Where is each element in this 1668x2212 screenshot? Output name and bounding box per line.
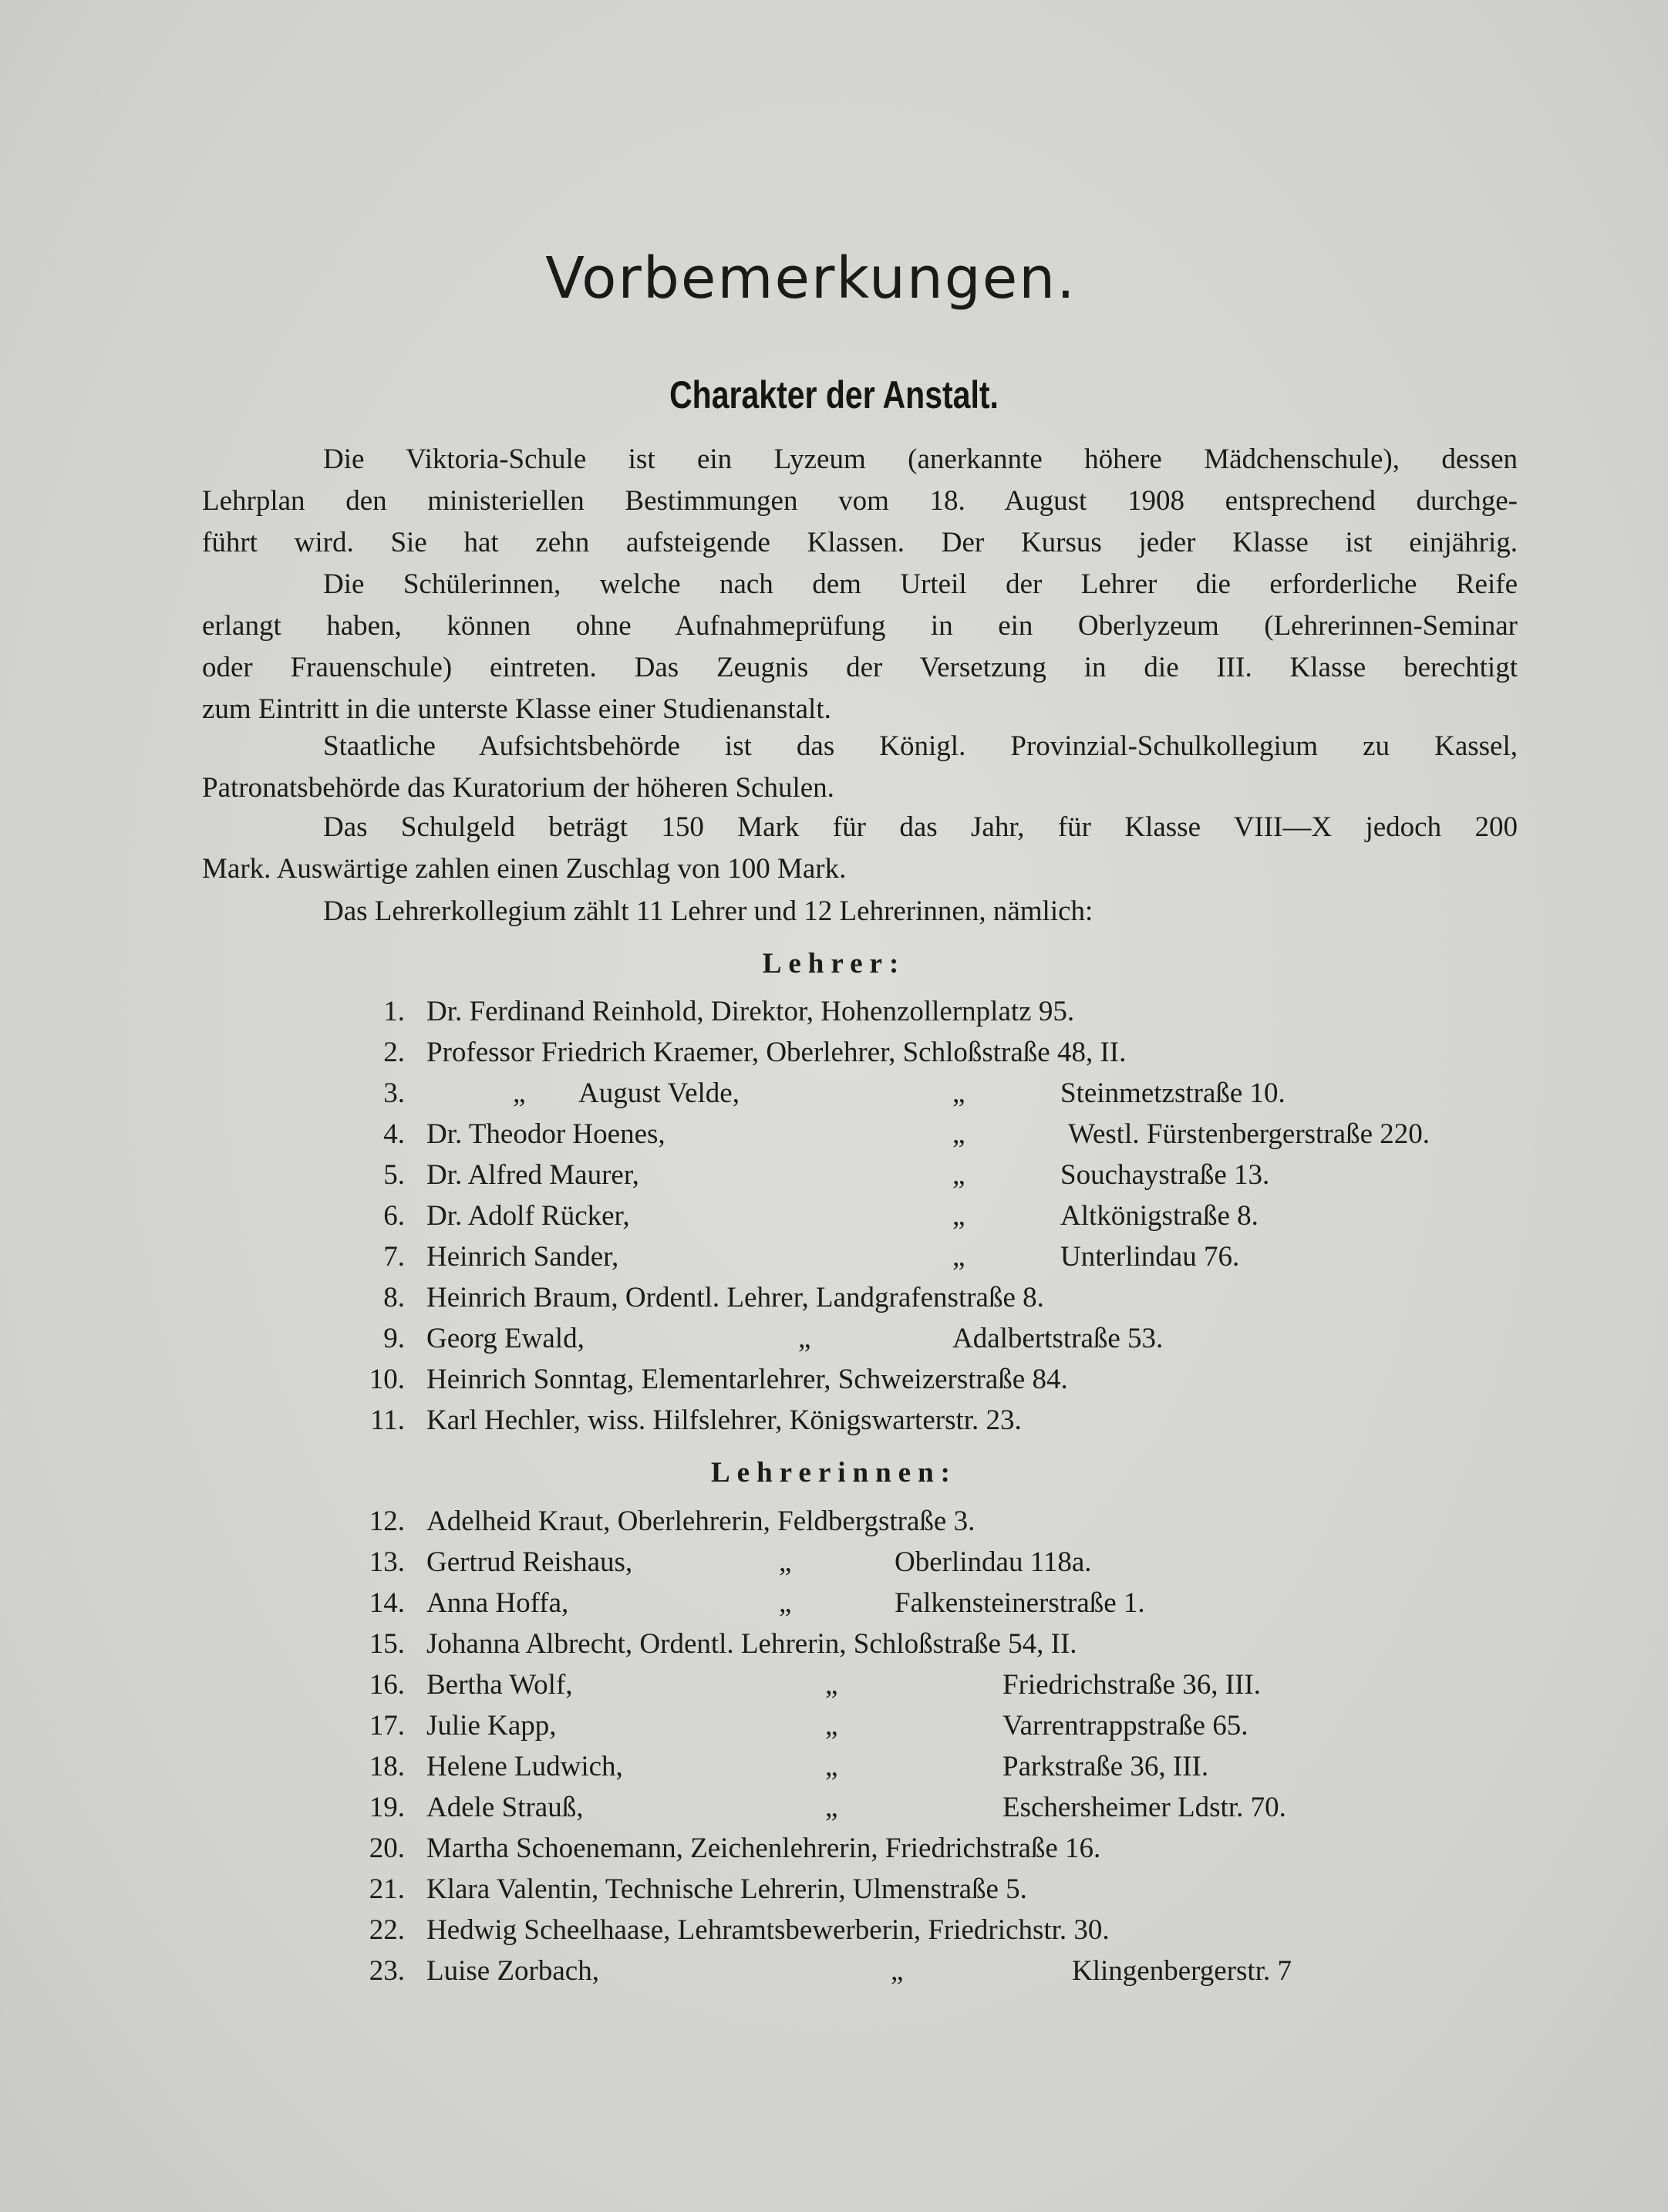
item-number: 18. xyxy=(369,1751,405,1782)
item-number: 23. xyxy=(369,1955,405,1987)
item-number: 21. xyxy=(369,1873,405,1905)
item-text: Karl Hechler, wiss. Hilfslehrer, Königswarterstr. 23. xyxy=(426,1404,1022,1436)
item-address: Adalbertstraße 53. xyxy=(952,1323,1164,1354)
item-number: 14. xyxy=(369,1587,405,1619)
item-address: Souchaystraße 13. xyxy=(1060,1159,1270,1191)
text-line: oder Frauenschule) eintreten. Das Zeugnis der Versetzung in die III. Klasse berechtigt xyxy=(202,652,1518,683)
ditto-mark: „ xyxy=(952,1118,965,1150)
item-address: Parkstraße 36, III. xyxy=(1002,1751,1209,1782)
text-line: Die Viktoria-Schule ist ein Lyzeum (anerkannte höhere Mädchenschule), dessen xyxy=(323,443,1518,475)
item-number: 11. xyxy=(370,1404,405,1436)
item-number: 13. xyxy=(369,1546,405,1578)
teachers-heading: Lehrer: xyxy=(762,948,906,980)
item-name: August Velde, xyxy=(578,1077,740,1109)
item-text: Professor Friedrich Kraemer, Oberlehrer, Schloßstraße 48, II. xyxy=(426,1037,1127,1068)
paragraph-school-character xyxy=(202,439,1518,564)
section-title: Charakter der Anstalt. xyxy=(669,373,999,416)
paragraph-fees xyxy=(202,807,1518,890)
teacherinnen-heading: Lehrerinnen: xyxy=(710,1457,958,1489)
item-name: Gertrud Reishaus, xyxy=(426,1546,633,1578)
item-text: Dr. Ferdinand Reinhold, Direktor, Hohenzollernplatz 95. xyxy=(426,996,1075,1027)
item-text: Klara Valentin, Technische Lehrerin, Ulmenstraße 5. xyxy=(426,1873,1027,1905)
ditto-mark: „ xyxy=(952,1200,965,1232)
item-name: Georg Ewald, xyxy=(426,1323,585,1354)
item-name: Dr. Alfred Maurer, xyxy=(426,1159,639,1191)
item-text: Martha Schoenemann, Zeichenlehrerin, Friedrichstraße 16. xyxy=(426,1833,1101,1864)
item-address: Klingenbergerstr. 7 xyxy=(1072,1955,1292,1987)
item-number: 8. xyxy=(383,1282,405,1313)
item-name: Bertha Wolf, xyxy=(426,1669,573,1701)
ditto-mark: „ xyxy=(952,1159,965,1191)
item-address: Steinmetzstraße 10. xyxy=(1060,1077,1286,1109)
item-name: Heinrich Sander, xyxy=(426,1241,619,1273)
ditto-mark: „ xyxy=(798,1323,811,1354)
item-name: Luise Zorbach, xyxy=(426,1955,599,1987)
item-text: Heinrich Braum, Ordentl. Lehrer, Landgrafenstraße 8. xyxy=(426,1282,1044,1313)
item-number: 20. xyxy=(369,1833,405,1864)
item-number: 3. xyxy=(383,1077,405,1109)
item-number: 2. xyxy=(383,1037,405,1068)
item-number: 6. xyxy=(383,1200,405,1232)
text-line: Die Schülerinnen, welche nach dem Urteil der Lehrer die erforderliche Reife xyxy=(323,568,1518,600)
ditto-mark: „ xyxy=(825,1792,838,1823)
text-line: erlangt haben, können ohne Aufnahmeprüfung in ein Oberlyzeum (Lehrerinnen-Seminar xyxy=(202,610,1518,642)
item-name: Adele Strauß, xyxy=(426,1792,584,1823)
text-line: führt wird. Sie hat zehn aufsteigende Klassen. Der Kursus jeder Klasse ist einjährig. xyxy=(202,527,1518,558)
item-address: Oberlindau 118a. xyxy=(895,1546,1092,1578)
item-address: Eschersheimer Ldstr. 70. xyxy=(1002,1792,1286,1823)
item-name: Julie Kapp, xyxy=(426,1710,557,1742)
paragraph-pupils xyxy=(202,564,1518,730)
item-number: 10. xyxy=(369,1364,405,1395)
ditto-mark: „ xyxy=(891,1955,904,1987)
ditto-mark: „ xyxy=(779,1546,792,1578)
item-name: Anna Hoffa, xyxy=(426,1587,569,1619)
item-address: Westl. Fürstenbergerstraße 220. xyxy=(1068,1118,1430,1150)
item-address: Unterlindau 76. xyxy=(1060,1241,1240,1273)
ditto-mark: „ xyxy=(779,1587,792,1619)
text-line: Das Schulgeld beträgt 150 Mark für das Jahr, für Klasse VIII—X jedoch 200 xyxy=(323,811,1518,843)
paragraph-staff-count xyxy=(202,891,1518,932)
item-number: 1. xyxy=(383,996,405,1027)
page-title: Vorbemerkungen. xyxy=(545,245,1077,312)
ditto-mark: „ xyxy=(825,1751,838,1782)
ditto-mark: „ xyxy=(952,1077,965,1109)
ditto-mark: „ xyxy=(825,1710,838,1742)
item-number: 17. xyxy=(369,1710,405,1742)
item-address: Varrentrappstraße 65. xyxy=(1002,1710,1248,1742)
paragraph-authorities xyxy=(202,726,1518,809)
ditto-mark: „ xyxy=(825,1669,838,1701)
item-address: Friedrichstraße 36, III. xyxy=(1002,1669,1261,1701)
item-number: 7. xyxy=(383,1241,405,1273)
item-number: 9. xyxy=(383,1323,405,1354)
item-number: 22. xyxy=(369,1914,405,1946)
text-line: Staatliche Aufsichtsbehörde ist das Königl. Provinzial-Schulkollegium zu Kassel, xyxy=(323,730,1518,762)
ditto-mark: „ xyxy=(513,1077,526,1109)
text-line: Das Lehrerkollegium zählt 11 Lehrer und 12 Lehrerinnen, nämlich: xyxy=(323,895,1093,927)
text-line: Mark. Auswärtige zahlen einen Zuschlag von 100 Mark. xyxy=(202,853,847,885)
item-number: 19. xyxy=(369,1792,405,1823)
item-number: 12. xyxy=(369,1506,405,1537)
item-text: Johanna Albrecht, Ordentl. Lehrerin, Schloßstraße 54, II. xyxy=(426,1628,1077,1660)
item-name: Dr. Adolf Rücker, xyxy=(426,1200,630,1232)
item-text: Heinrich Sonntag, Elementarlehrer, Schweizerstraße 84. xyxy=(426,1364,1068,1395)
item-text: Adelheid Kraut, Oberlehrerin, Feldbergstraße 3. xyxy=(426,1506,976,1537)
ditto-mark: „ xyxy=(952,1241,965,1273)
item-name: Helene Ludwich, xyxy=(426,1751,623,1782)
item-address: Falkensteinerstraße 1. xyxy=(895,1587,1145,1619)
item-number: 16. xyxy=(369,1669,405,1701)
item-number: 4. xyxy=(383,1118,405,1150)
item-number: 5. xyxy=(383,1159,405,1191)
item-number: 15. xyxy=(369,1628,405,1660)
item-text: Hedwig Scheelhaase, Lehramtsbewerberin, Friedrichstr. 30. xyxy=(426,1914,1110,1946)
text-line: zum Eintritt in die unterste Klasse einer Studienanstalt. xyxy=(202,693,831,725)
text-line: Patronatsbehörde das Kuratorium der höheren Schulen. xyxy=(202,772,834,804)
item-address: Altkönigstraße 8. xyxy=(1060,1200,1259,1232)
item-name: Dr. Theodor Hoenes, xyxy=(426,1118,666,1150)
text-line: Lehrplan den ministeriellen Bestimmungen vom 18. August 1908 entsprechend durchge- xyxy=(202,485,1518,517)
